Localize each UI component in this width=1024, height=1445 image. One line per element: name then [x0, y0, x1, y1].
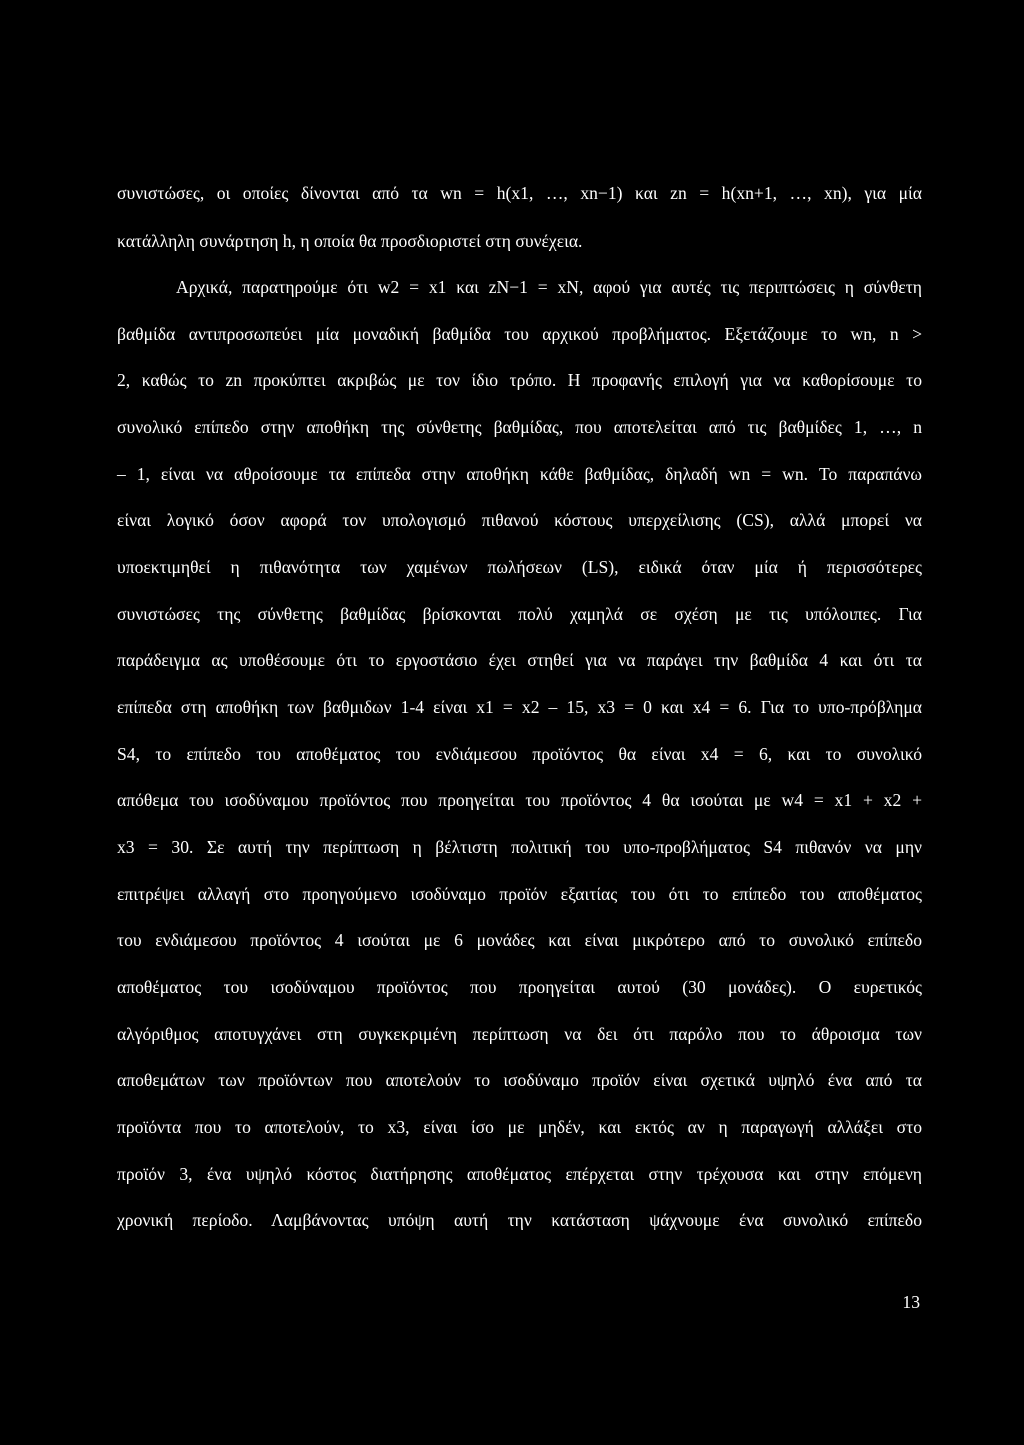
body-text-line: x3 = 30. Σε αυτή την περίπτωση η βέλτιστη πολιτική του υπο-προβλήματος S4 πιθανόν να μην — [117, 837, 922, 857]
body-text-line: συνιστώσες, οι οποίες δίνονται από τα wn = h(x1, …, xn−1) και zn = h(xn+1, …, xn), για μία — [117, 183, 922, 203]
body-text-line: βαθμίδα αντιπροσωπεύει μία μοναδική βαθμίδα του αρχικού προβλήματος. Εξετάζουμε το wn, n > — [117, 324, 922, 344]
body-text-line: συνολικό επίπεδο στην αποθήκη της σύνθετης βαθμίδας, που αποτελείται από τις βαθμίδες 1, …, n — [117, 417, 922, 437]
body-text-line: προϊόντα που το αποτελούν, το x3, είναι ίσο με μηδέν, και εκτός αν η παραγωγή αλλάξει στο — [117, 1117, 922, 1137]
body-text-line: υποεκτιμηθεί η πιθανότητα των χαμένων πωλήσεων (LS), ειδικά όταν μία ή περισσότερες — [117, 557, 922, 577]
body-text-line: αποθέματος του ισοδύναμου προϊόντος που προηγείται αυτού (30 μονάδες). Ο ευρετικός — [117, 977, 922, 997]
body-text-line: 2, καθώς το zn προκύπτει ακριβώς με τον ίδιο τρόπο. Η προφανής επιλογή για να καθορίσουμε το — [117, 370, 922, 390]
page-number: 13 — [902, 1292, 920, 1312]
body-text-line: παράδειγμα ας υποθέσουμε ότι το εργοστάσιο έχει στηθεί για να παράγει την βαθμίδα 4 και ότι τα — [117, 650, 922, 670]
body-text-line: επιτρέψει αλλαγή στο προηγούμενο ισοδύναμο προϊόν εξαιτίας του ότι το επίπεδο του αποθέματος — [117, 884, 922, 904]
body-text-line: προϊόν 3, ένα υψηλό κόστος διατήρησης αποθέματος επέρχεται στην τρέχουσα και στην επόμενη — [117, 1164, 922, 1184]
body-text-line: – 1, είναι να αθροίσουμε τα επίπεδα στην αποθήκη κάθε βαθμίδας, δηλαδή wn = wn. Το παραπάνω — [117, 464, 922, 484]
body-text-line: επίπεδα στη αποθήκη των βαθμιδων 1-4 είναι x1 = x2 – 15, x3 = 0 και x4 = 6. Για το υπο-πρόβλημα — [117, 697, 922, 717]
body-text-line: συνιστώσες της σύνθετης βαθμίδας βρίσκονται πολύ χαμηλά σε σχέση με τις υπόλοιπες. Για — [117, 604, 922, 624]
body-text-line: απόθεμα του ισοδύναμου προϊόντος που προηγείται του προϊόντος 4 θα ισούται με w4 = x1 + x2 + — [117, 790, 922, 810]
paragraph-first-line: Αρχικά, παρατηρούμε ότι w2 = x1 και zN−1 = xN, αφού για αυτές τις περιπτώσεις η σύνθετη — [176, 277, 922, 297]
body-text-line: είναι λογικό όσον αφορά τον υπολογισμό πιθανού κόστους υπερχείλισης (CS), αλλά μπορεί να — [117, 510, 922, 530]
body-text-line: χρονική περίοδο. Λαμβάνοντας υπόψη αυτή την κατάσταση ψάχνουμε ένα συνολικό επίπεδο — [117, 1210, 922, 1230]
body-text-line: αλγόριθμος αποτυγχάνει στη συγκεκριμένη περίπτωση να δει ότι παρόλο που το άθροισμα των — [117, 1024, 922, 1044]
body-text-line: κατάλληλη συνάρτηση h, η οποία θα προσδιοριστεί στη συνέχεια. — [117, 231, 583, 251]
body-text-line: του ενδιάμεσου προϊόντος 4 ισούται με 6 μονάδες και είναι μικρότερο από το συνολικό επίπεδο — [117, 930, 922, 950]
body-text-line: S4, το επίπεδο του αποθέματος του ενδιάμεσου προϊόντος θα είναι x4 = 6, και το συνολικό — [117, 744, 922, 764]
body-text-line: αποθεμάτων των προϊόντων που αποτελούν το ισοδύναμο προϊόν είναι σχετικά υψηλό ένα από τα — [117, 1070, 922, 1090]
